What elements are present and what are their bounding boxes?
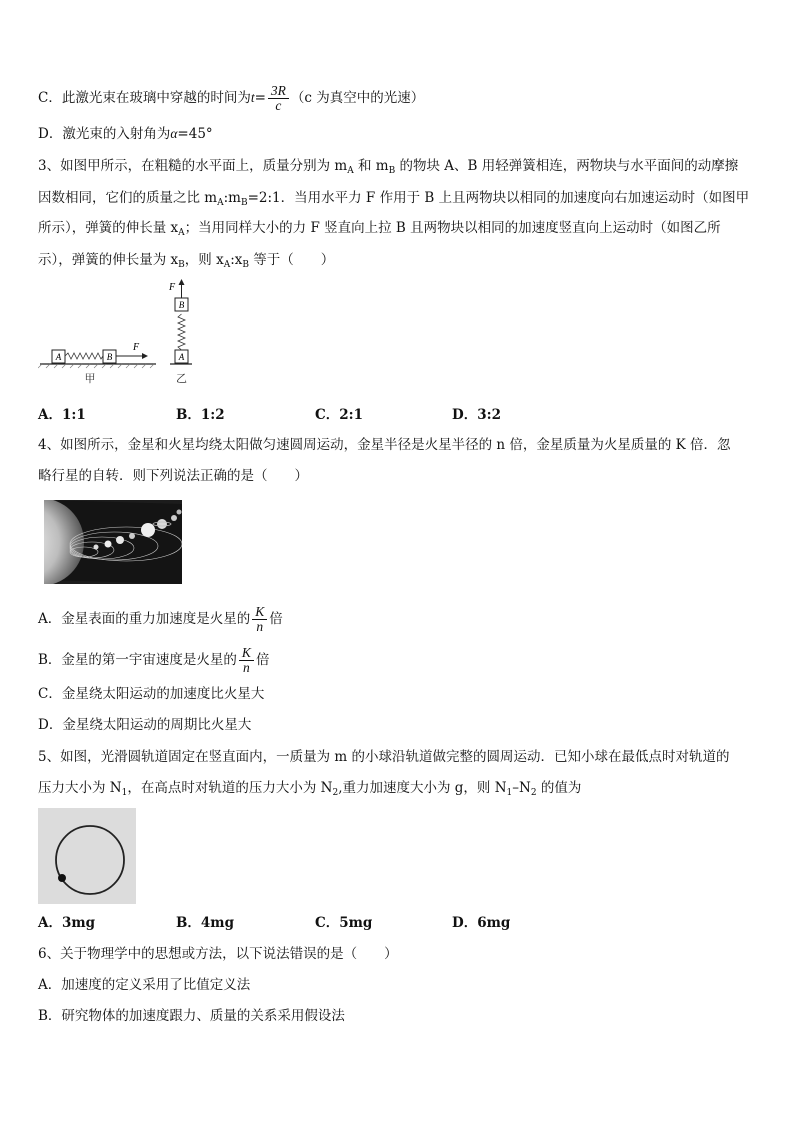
q4-option-a-fraction — [252, 605, 267, 634]
q3-line-4-sub-b2: B — [242, 260, 249, 270]
q3-line-2-c: =2:1．当用水平力 F 作用于 B 上且两物块以相同的加速度向右加速运动时（如图甲 — [247, 190, 750, 206]
q2-option-d-value: =45° — [177, 126, 213, 142]
q4-option-b-num: K — [239, 646, 254, 661]
mercury-icon — [94, 545, 99, 550]
q4-option-a — [38, 605, 283, 634]
q2-option-d — [38, 124, 213, 144]
q5-photo-background — [38, 808, 136, 904]
neptune-icon — [177, 510, 182, 515]
q3-figure — [38, 278, 198, 390]
q3-spring-jia — [65, 353, 103, 359]
q3-line-4-sub-b: B — [178, 260, 185, 270]
q2-alpha: α — [170, 126, 178, 141]
q4-option-a-suffix: 倍 — [269, 611, 283, 627]
q6-option-b: B．研究物体的加速度跟力、质量的关系采用假设法 — [38, 1008, 345, 1024]
q3-arrowhead-jia — [142, 353, 148, 359]
q4-line-1: 4、如图所示，金星和火星均绕太阳做匀速圆周运动，金星半径是火星半径的 n 倍，金星质量为火星质量的 K 倍．忽 — [38, 437, 731, 453]
q5-line-2-c: ,重力加速度大小为 g，则 N — [338, 780, 507, 796]
q3-line-2-sub-b: B — [240, 198, 248, 208]
venus-icon — [105, 541, 112, 548]
q3-block-a-jia-label: A — [55, 352, 62, 362]
q6-line-1: 6、关于物理学中的思想或方法，以下说法错误的是（ ） — [38, 946, 398, 962]
q3-block-a-yi-label: A — [178, 352, 185, 362]
q3-line-4-c: :x — [230, 252, 243, 268]
q3-line-1-mid: 和 m — [353, 158, 389, 174]
q5-option-d: D．6mg — [452, 915, 511, 931]
q2-option-c-text: C．此激光束在玻璃中穿越的时间为 — [38, 90, 251, 106]
q3-line-1 — [38, 156, 738, 181]
q3-line-3-b: ；当用同样大小的力 F 竖直向上拉 B 且两物块以相同的加速度竖直向上运动时（如图乙所 — [184, 220, 721, 236]
q2-option-d-text: D．激光束的入射角为 — [38, 126, 171, 142]
saturn-icon — [157, 519, 167, 529]
q4-option-d: D．金星绕太阳运动的周期比火星大 — [38, 717, 252, 733]
mars-icon — [129, 533, 135, 539]
q4-option-a-den: n — [256, 619, 264, 634]
q4-option-c: C．金星绕太阳运动的加速度比火星大 — [38, 686, 265, 702]
q5-sub-3: 1 — [506, 788, 513, 798]
q3-line-2-b: :m — [223, 190, 241, 206]
uranus-icon — [171, 515, 177, 521]
q5-sub-1: 1 — [121, 788, 128, 798]
q3-force-label-yi: F — [169, 282, 176, 293]
q4-option-b — [38, 646, 269, 675]
q5-option-b: B．4mg — [176, 915, 235, 931]
q4-line-2: 略行星的自转．则下列说法正确的是（ ） — [38, 468, 308, 484]
q3-line-1-rest: 的物块 A、B 用轻弹簧相连，两物块与水平面间的动摩擦 — [395, 158, 739, 174]
q3-line-4-a: 示），弹簧的伸长量为 x — [38, 252, 179, 268]
q5-line-2-d: –N — [512, 780, 531, 796]
q2-fraction-num: 3R — [268, 84, 289, 99]
q2-option-c — [38, 84, 424, 113]
q3-line-3-sub-a: A — [178, 228, 185, 238]
q4-option-b-den: n — [243, 660, 250, 675]
jupiter-icon — [141, 523, 155, 537]
q2-fraction-den: c — [275, 98, 282, 113]
q4-option-b-suffix: 倍 — [255, 652, 270, 668]
q4-solar-system-figure — [44, 500, 182, 584]
q3-option-c: C．2:1 — [315, 407, 364, 423]
q3-line-2-sub-a: A — [217, 198, 224, 208]
q4-option-a-num: K — [252, 605, 267, 620]
q4-option-b-text: B．金星的第一宇宙速度是火星的 — [38, 652, 237, 668]
q3-block-b-yi-label: B — [178, 300, 185, 310]
q3-line-1-a: 3、如图甲所示，在粗糙的水平面上，质量分别为 m — [38, 158, 348, 174]
q2-fraction — [268, 84, 289, 113]
q3-line-3 — [38, 218, 721, 243]
q5-sub-4: 2 — [530, 788, 537, 798]
q3-spring-yi — [178, 314, 185, 350]
q3-force-label-jia: F — [133, 342, 140, 353]
q3-line-4-b: ，则 x — [184, 252, 224, 268]
q2-option-c-suffix: （c 为真空中的光速） — [290, 90, 425, 106]
q3-line-3-a: 所示），弹簧的伸长量 x — [38, 220, 179, 236]
q5-line-2-e: 的值为 — [536, 780, 582, 796]
q2-equals: = — [254, 90, 266, 106]
q3-option-a: A．1:1 — [38, 407, 86, 423]
q3-line-2 — [38, 188, 749, 213]
q5-sub-2: 2 — [332, 788, 339, 798]
q5-line-2-b: ，在高点时对轨道的压力大小为 N — [127, 780, 333, 796]
q3-line-2-a: 因数相同，它们的质量之比 m — [38, 190, 218, 206]
q4-option-a-text: A．金星表面的重力加速度是火星的 — [38, 611, 251, 627]
q3-label-jia: 甲 — [84, 372, 96, 385]
q5-line-2-a: 压力大小为 N — [38, 780, 122, 796]
q5-circular-track-figure — [38, 808, 136, 904]
q3-sub-b: B — [388, 166, 396, 176]
q5-line-2 — [38, 778, 581, 803]
q3-line-4 — [38, 250, 334, 275]
q3-option-d: D．3:2 — [452, 407, 501, 423]
q3-ground-hatch — [38, 364, 154, 368]
q2-var-t: t — [250, 90, 255, 105]
q3-block-b-jia-label: B — [106, 352, 113, 362]
q6-option-a: A．加速度的定义采用了比值定义法 — [38, 977, 251, 993]
q5-option-c: C．5mg — [315, 915, 373, 931]
q3-line-4-d: 等于（ ） — [248, 252, 335, 268]
q5-option-a: A．3mg — [38, 915, 96, 931]
q5-line-1: 5、如图，光滑圆轨道固定在竖直面内，一质量为 m 的小球沿轨道做完整的圆周运动．已知小球在最低点时对轨道的 — [38, 749, 730, 765]
earth-icon — [116, 536, 124, 544]
q3-arrowhead-yi — [179, 279, 185, 285]
q3-sub-a: A — [347, 166, 354, 176]
q4-option-b-fraction — [239, 646, 254, 675]
q3-line-4-sub-a: A — [223, 260, 231, 270]
q5-ball-icon — [58, 874, 66, 882]
q3-label-yi: 乙 — [176, 372, 187, 385]
q3-option-b: B．1:2 — [176, 407, 225, 423]
